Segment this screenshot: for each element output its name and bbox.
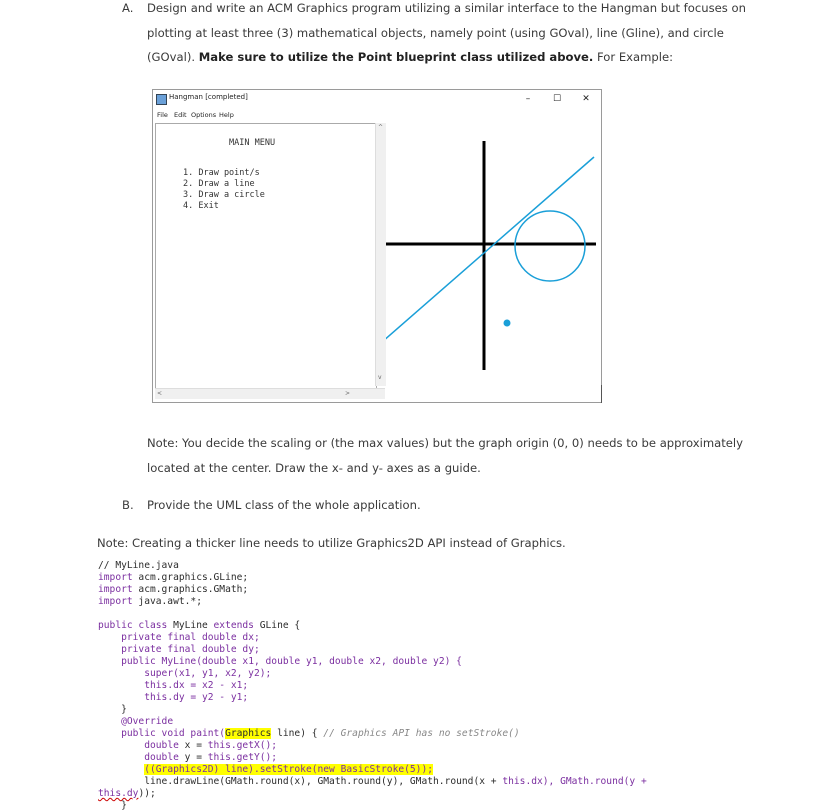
code-line-3: import acm.graphics.GMath; <box>98 584 249 595</box>
code-line-11: this.dx = x2 - x1; <box>144 680 249 691</box>
vertical-scrollbar[interactable] <box>375 123 386 386</box>
part-b-label: B. <box>122 498 134 512</box>
horizontal-scrollbar[interactable] <box>155 388 385 399</box>
code-line-6: public class MyLine extends GLine { <box>98 620 301 631</box>
code-line-4: import java.awt.*; <box>98 596 202 607</box>
code-line-8: private final double dy; <box>121 644 260 655</box>
scroll-left-icon[interactable]: < <box>157 390 163 397</box>
menu-file[interactable]: File <box>157 111 168 119</box>
part-a-line-2: plotting at least three (3) mathematical objects, namely point (using GOval), line (Gline), and circle <box>147 26 724 40</box>
menu-options[interactable]: Options <box>191 111 217 119</box>
code-line-16: double x = this.getX(); <box>144 740 278 751</box>
code-line-13: } <box>121 704 127 715</box>
menu-bar <box>153 108 601 122</box>
thicker-line-note: Note: Creating a thicker line needs to utilize Graphics2D API instead of Graphics. <box>97 536 566 550</box>
close-button[interactable]: ✕ <box>582 94 590 104</box>
maximize-button[interactable]: ☐ <box>552 94 562 104</box>
menu-text-area[interactable] <box>155 123 377 398</box>
code-listing <box>98 560 647 812</box>
plotted-circle <box>515 211 585 281</box>
plotted-line <box>386 157 594 342</box>
code-line-9: public MyLine(double x1, double y1, double x2, double y2) { <box>121 656 462 667</box>
part-a-line-1: Design and write an ACM Graphics program utilizing a similar interface to the Hangman but focuses on <box>147 1 746 15</box>
scroll-down-icon[interactable]: v <box>378 374 382 381</box>
code-line-20: this.dy)); <box>98 788 156 799</box>
menu-edit[interactable]: Edit <box>174 111 187 119</box>
code-line-1: // MyLine.java <box>98 560 179 571</box>
menu-heading: MAIN MENU <box>229 138 276 148</box>
menu-item-3: 3. Draw a circle <box>183 190 265 200</box>
code-line-12: this.dy = y2 - y1; <box>144 692 249 703</box>
code-line-2: import acm.graphics.GLine; <box>98 572 249 583</box>
menu-item-2: 2. Draw a line <box>183 179 255 189</box>
part-a-line-3-bold: Make sure to utilize the Point blueprint class utilized above. <box>198 50 594 64</box>
example-app-window <box>152 89 602 403</box>
part-a-line-3-normal: (GOval). <box>147 50 199 64</box>
scaling-note-line-1: Note: You decide the scaling or (the max values) but the graph origin (0, 0) needs to be approximately <box>147 436 744 450</box>
scroll-up-icon[interactable]: ^ <box>378 124 384 131</box>
scroll-right-icon[interactable]: > <box>345 390 351 397</box>
plotted-point <box>504 320 511 327</box>
minimize-button[interactable]: – <box>525 94 531 104</box>
code-line-14: @Override <box>121 716 174 727</box>
part-a-line-3-tail: For Example: <box>593 50 674 64</box>
part-a-line-3 <box>147 50 673 64</box>
code-line-15: public void paint(Graphics line) { // Graphics API has no setStroke() <box>121 728 520 739</box>
menu-item-4: 4. Exit <box>183 201 219 211</box>
cursor-mark <box>601 385 602 403</box>
part-a-label: A. <box>122 1 134 15</box>
code-line-17: double y = this.getY(); <box>144 752 278 763</box>
part-b-text: Provide the UML class of the whole application. <box>147 498 421 512</box>
code-line-18: ((Graphics2D) line).setStroke(new BasicStroke(5)); <box>144 764 434 775</box>
code-line-21: } <box>121 800 127 811</box>
window-title: Hangman [completed] <box>169 93 248 101</box>
menu-item-1: 1. Draw point/s <box>183 168 260 178</box>
app-icon <box>156 94 167 105</box>
title-bar[interactable] <box>153 90 601 108</box>
menu-help[interactable]: Help <box>219 111 234 119</box>
scaling-note-line-2: located at the center. Draw the x- and y- axes as a guide. <box>147 461 481 475</box>
code-line-10: super(x1, y1, x2, y2); <box>144 668 272 679</box>
graph-canvas <box>386 123 600 399</box>
code-line-7: private final double dx; <box>121 632 260 643</box>
code-line-19: line.drawLine(GMath.round(x), GMath.round(y), GMath.round(x + this.dx), GMath.round(y + <box>144 776 647 787</box>
